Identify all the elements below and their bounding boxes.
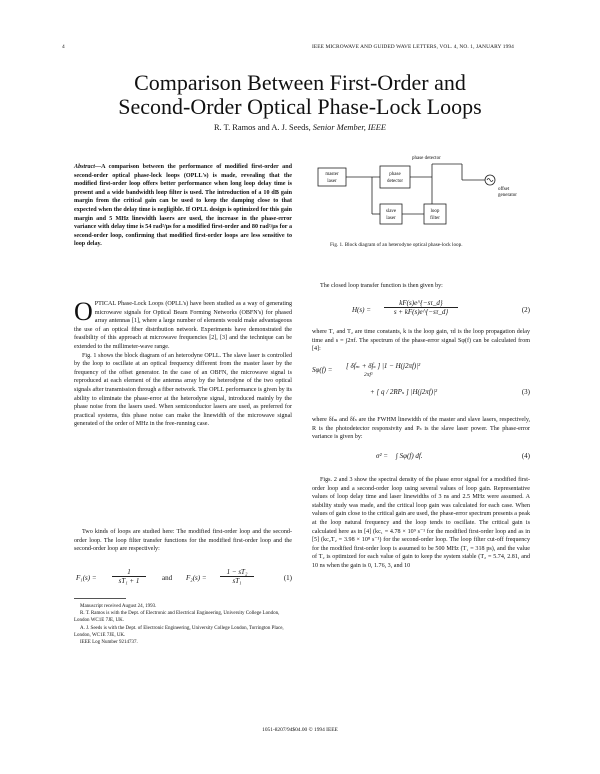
slave-label-2: laser — [386, 216, 396, 221]
time-constants-paragraph: where T₁ and T₂ are time constants, k is the loop gain, τd is the loop propagation delay time and s = j2πf. The spectrum of the phase-error signal Sφ(f) can be calculated from [4]: — [312, 329, 530, 353]
abstract-heading: Abstract— — [74, 164, 102, 170]
figure-1 — [312, 150, 532, 230]
equation-1 — [74, 566, 292, 596]
drop-cap: O — [74, 297, 93, 326]
journal-header: IEEE MICROWAVE AND GUIDED WAVE LETTERS, VOL. 4, NO. 1, JANUARY 1994 — [312, 44, 514, 50]
eq4-number: (4) — [521, 452, 530, 460]
results-paragraph: Figs. 2 and 3 show the spectral density of the phase error signal for a modified first-order loop and a second-order loop using several values of loop gain. Representative values of loop delay time and laser linewidths of 3 ns and 2.5 MHz were assumed. A stability study was made, and the critical loop gain was calculated for each case. When values of gain close to the critical gain are used, the phase-error spectrum presents a peak at the loop natural frequency and the loop tends to oscillate. The critical gain is calculated here as in [4] (kc₁ = 4.78 × 10⁹ s⁻¹ for the modified first-order loop and as in [5] (kc₂T₂ = 3.98 × 10⁸ s⁻¹) for the second-order loop. The loop filter cut-off frequency for the modified first-order loop is assumed to be 500 MHz (T₁ = 318 ps), and the value of T₂ is optimized for each value of gain to keep the system stable (T₂ = 5.74, 2.81, and 10 ns when the gain is 0, 1.76, 3, and 10 — [312, 477, 530, 569]
eq2-lhs: H(s) = — [352, 306, 371, 314]
eq3-number: (3) — [521, 388, 530, 396]
eq1-num-1: 1 — [112, 568, 146, 577]
eq1-number: (1) — [283, 574, 292, 582]
eq1-den-2: sT₁ — [232, 577, 242, 585]
figure-1-caption: Fig. 1. Block diagram of an heterodyne optical phase-lock loop. — [330, 242, 463, 248]
eq4-lhs: σ² = — [376, 452, 389, 460]
abstract — [74, 163, 292, 249]
master-label-2: laser — [327, 179, 337, 184]
eq1-lhs-2: F₂(s) = — [186, 574, 207, 582]
intro-paragraph-1: PTICAL Phase-Lock Loops (OPLL's) have been studied as a way of generating microwave signals for Optical Beam Forming Networks (OBFN's) for phased array antennas [1], where a large number of elements would make advantageous the use of an optical fiber distribution network. Experiments have demonstrated the feasibility of this approach at microwave frequencies [2], [3] and the technique can be extended to the millimeter-wave range. — [74, 301, 292, 350]
phase-detector-box — [380, 166, 410, 188]
equation-2 — [312, 298, 530, 324]
eq3-line-2: + [ q / 2RPₛ ] |H(j2πf)|² — [370, 388, 438, 396]
eq2-number: (2) — [521, 306, 530, 314]
eq1-num-2: 1 − sT₂ — [220, 568, 254, 577]
author-membership: Senior Member, IEEE — [312, 123, 387, 132]
footnote-author-2: A. J. Seeds is with the Dept. of Electronic Engineering, University College London, Torrington Place, London, WC1E 7JE, UK. — [74, 625, 284, 638]
eq1-fraction-2 — [220, 568, 254, 585]
paper-title-line-2: Second-Order Optical Phase-Lock Loops — [118, 94, 482, 119]
eq1-lhs-1: F₁(s) = — [76, 574, 97, 582]
equation-4 — [312, 446, 530, 470]
master-label-1: master — [325, 172, 339, 177]
footnote-log-number: IEEE Log Number 9214737. — [80, 640, 138, 646]
offset-label-1: offset — [498, 187, 510, 192]
eq1-den-1: sT₁ + 1 — [118, 577, 140, 585]
introduction — [74, 297, 292, 429]
block-diagram — [312, 150, 532, 230]
slave-laser-box — [380, 204, 402, 224]
eq1-fraction-1 — [112, 568, 146, 585]
footnote-received: Manuscript received August 24, 1993. — [80, 604, 157, 609]
eq3-line-1: [ δfₘ + δfₛ ] |1 − H(j2πf)|² — [346, 362, 421, 370]
footnote-author-1: R. T. Ramos is with the Dept. of Electronic and Electrical Engineering, University College London, London WC1E 7JE, UK. — [74, 611, 280, 624]
copyright-line: 1051-8207/94$04.00 © 1994 IEEE — [262, 727, 338, 733]
page-number: 4 — [62, 44, 65, 50]
eq2-fraction — [384, 299, 458, 316]
eq1-and: and — [162, 574, 173, 582]
intro-paragraph-2: Fig. 1 shows the block diagram of an heterodyne OPLL. The slave laser is controlled by the loop to oscillate at an optical frequency different from the master laser by the frequency of the offset generator. In the case of an OBFN, the microwave signal is reproduced at each element of the antenna array by the heterodyne of the two optical signals after transmission through a fiber network. The OPLL performance is given by its ability to eliminate the phase-error at the heterodyne signal, introduced mainly by the phase noise from the lasers used. When semiconductor lasers are used, as preferred for practical systems, this phase noise can make the linewidth of the microwave signal generated of the order of MHz in the free-running case. — [74, 352, 292, 428]
paper-title-line-1: Comparison Between First-Order and — [134, 70, 466, 95]
footnotes — [74, 603, 292, 646]
loop-filter-box — [424, 204, 446, 224]
eq4-rhs: ∫ Sφ(f) df. — [396, 452, 423, 460]
phase-detector-top-label: phase detector — [412, 156, 441, 161]
loops-paragraph: Two kinds of loops are studied here: The modified first-order loop and the second-order loop. The loop filter transfer functions for the modified first-order loop and the second-order loop are respectively: — [74, 529, 292, 553]
author-line — [0, 123, 600, 132]
slave-label-1: slave — [385, 209, 397, 214]
eq3-lhs: Sφ(f) = — [312, 366, 333, 374]
eq3-line-1-denominator: 2πf² — [364, 372, 373, 378]
author-names: R. T. Ramos and A. J. Seeds, — [213, 123, 311, 132]
linewidth-paragraph: where δfₘ and δfₛ are the FWHM linewidth of the master and slave lasers, respectively, R is the photodetector responsivity and Pₛ is the slave laser power. The phase-error variance is given by: — [312, 417, 530, 441]
detector-label-2: detector — [386, 179, 404, 184]
equation-3 — [312, 360, 530, 412]
closed-loop-intro: The closed loop transfer function is then given by: — [320, 283, 443, 289]
filter-label-1: loop — [430, 209, 440, 214]
eq2-denominator: s + kF(s)e^{−sτ_d} — [393, 308, 449, 316]
offset-generator-wave — [487, 179, 493, 182]
detector-label-1: phase — [389, 172, 401, 177]
eq2-numerator: kF(s)e^{−sτ_d} — [384, 299, 458, 308]
abstract-text: A comparison between the performance of modified first-order and second-order optical phase-lock loops (OPLL's) is made, revealing that the modified first-order loop offers better performance when long loop delay time is present and a wide bandwidth loop filter is used. The introduction of a 10 dB gain margin from the critical gain can be used to keep the damping close to that expected when the delay time is negligible. If OPLL design is optimized for this gain margin and 5 MHz linewidth lasers are used, the increase in the phase-error variance with delay time is 54 rad²/μs for a modified first-order and 80 rad²/μs for a second-order loop, confirming that modified first-order loops are less sensitive to loop delay. — [74, 164, 292, 248]
footnote-rule — [74, 598, 126, 599]
filter-label-2: filter — [430, 216, 440, 221]
offset-label-2: generator — [498, 193, 517, 198]
